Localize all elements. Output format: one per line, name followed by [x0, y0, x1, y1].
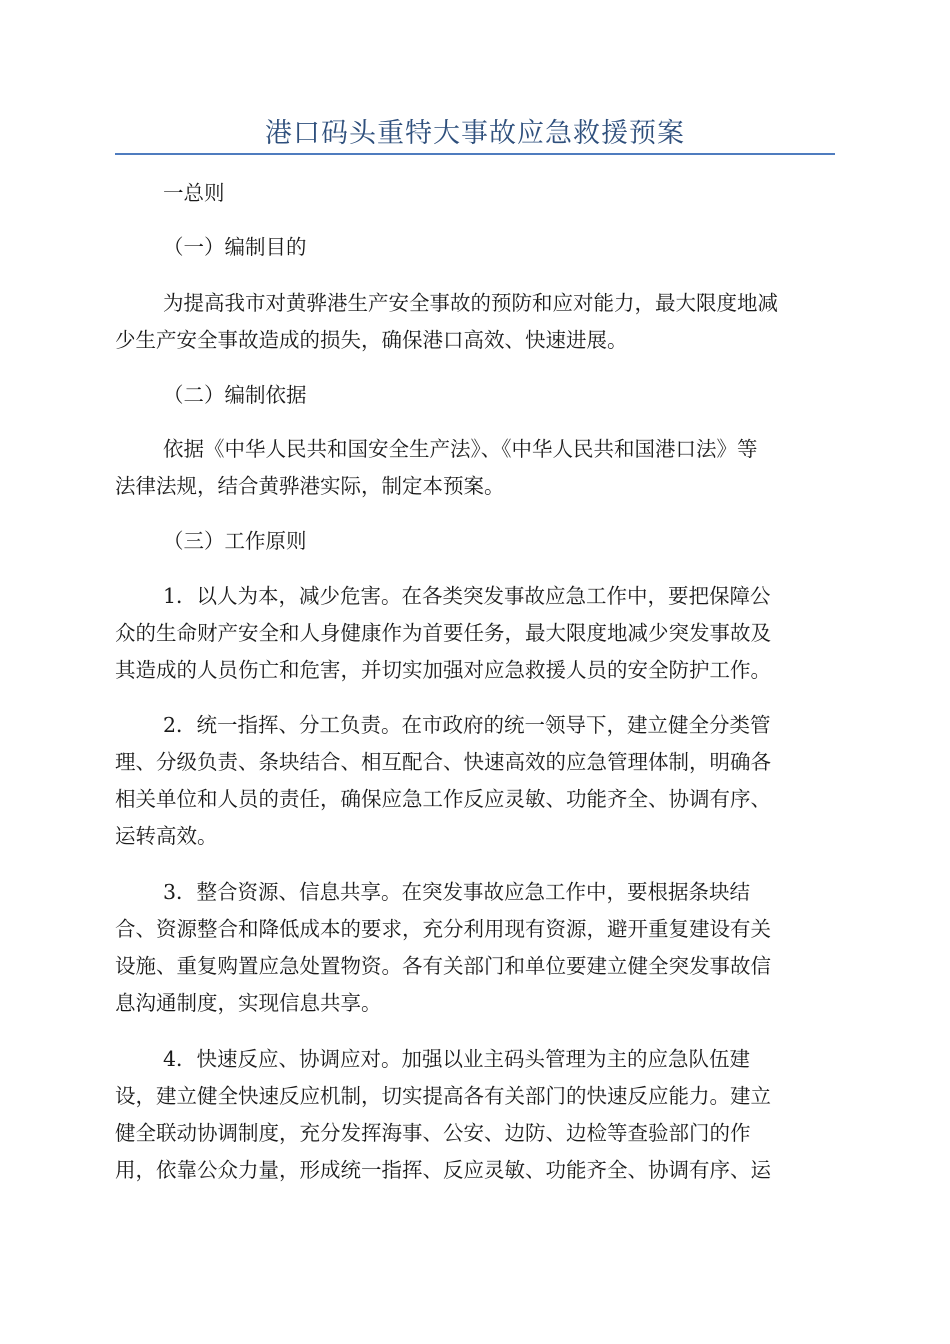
text-line: 法律法规，结合黄骅港实际，制定本预案。 — [115, 474, 505, 498]
heading-basis — [115, 377, 883, 414]
text-line: 1．以人为本，减少危害。在各类突发事故应急工作中，要把保障公 — [163, 584, 771, 608]
text-line: （三）工作原则 — [163, 529, 307, 553]
paragraph-principle-1 — [115, 578, 835, 689]
heading-purpose — [115, 229, 883, 266]
text-line: 4．快速反应、协调应对。加强以业主码头管理为主的应急队伍建 — [163, 1047, 751, 1071]
text-line: 运转高效。 — [115, 824, 218, 848]
text-line: 设，建立健全快速反应机制，切实提高各有关部门的快速反应能力。建立 — [115, 1084, 771, 1108]
text-line: （一）编制目的 — [163, 235, 307, 259]
text-line: 相关单位和人员的责任，确保应急工作反应灵敏、功能齐全、协调有序、 — [115, 787, 771, 811]
text-line: 健全联动协调制度，充分发挥海事、公安、边防、边检等查验部门的作 — [115, 1121, 751, 1145]
title-underline — [115, 153, 835, 155]
paragraph-principle-2 — [115, 707, 835, 855]
text-line: 少生产安全事故造成的损失，确保港口高效、快速进展。 — [115, 328, 628, 352]
heading-principles — [115, 523, 883, 560]
text-line: 理、分级负责、条块结合、相互配合、快速高效的应急管理体制，明确各 — [115, 750, 771, 774]
text-line: 用，依靠公众力量，形成统一指挥、反应灵敏、功能齐全、协调有序、运 — [115, 1158, 771, 1182]
text-line: 合、资源整合和降低成本的要求，充分利用现有资源，避开重复建设有关 — [115, 917, 771, 941]
text-line: 息沟通制度，实现信息共享。 — [115, 991, 382, 1015]
text-line: 依据《中华人民共和国安全生产法》、《中华人民共和国港口法》等 — [163, 437, 758, 461]
text-line: 2．统一指挥、分工负责。在市政府的统一领导下，建立健全分类管 — [163, 713, 771, 737]
text-line: 其造成的人员伤亡和危害，并切实加强对应急救援人员的安全防护工作。 — [115, 658, 771, 682]
paragraph-principle-4 — [115, 1041, 835, 1189]
text-line: （二）编制依据 — [163, 383, 307, 407]
paragraph-basis — [115, 431, 835, 505]
text-line: 3．整合资源、信息共享。在突发事故应急工作中，要根据条块结 — [163, 880, 751, 904]
text-line: 众的生命财产安全和人身健康作为首要任务，最大限度地减少突发事故及 — [115, 621, 771, 645]
paragraph-principle-3 — [115, 874, 835, 1022]
text-line: 设施、重复购置应急处置物资。各有关部门和单位要建立健全突发事故信 — [115, 954, 771, 978]
document-title: 港口码头重特大事故应急救援预案 — [265, 118, 685, 149]
heading-general — [115, 175, 883, 212]
text-line: 为提高我市对黄骅港生产安全事故的预防和应对能力，最大限度地减 — [163, 291, 778, 315]
text-line: 一总则 — [163, 181, 225, 205]
paragraph-purpose — [115, 285, 835, 359]
